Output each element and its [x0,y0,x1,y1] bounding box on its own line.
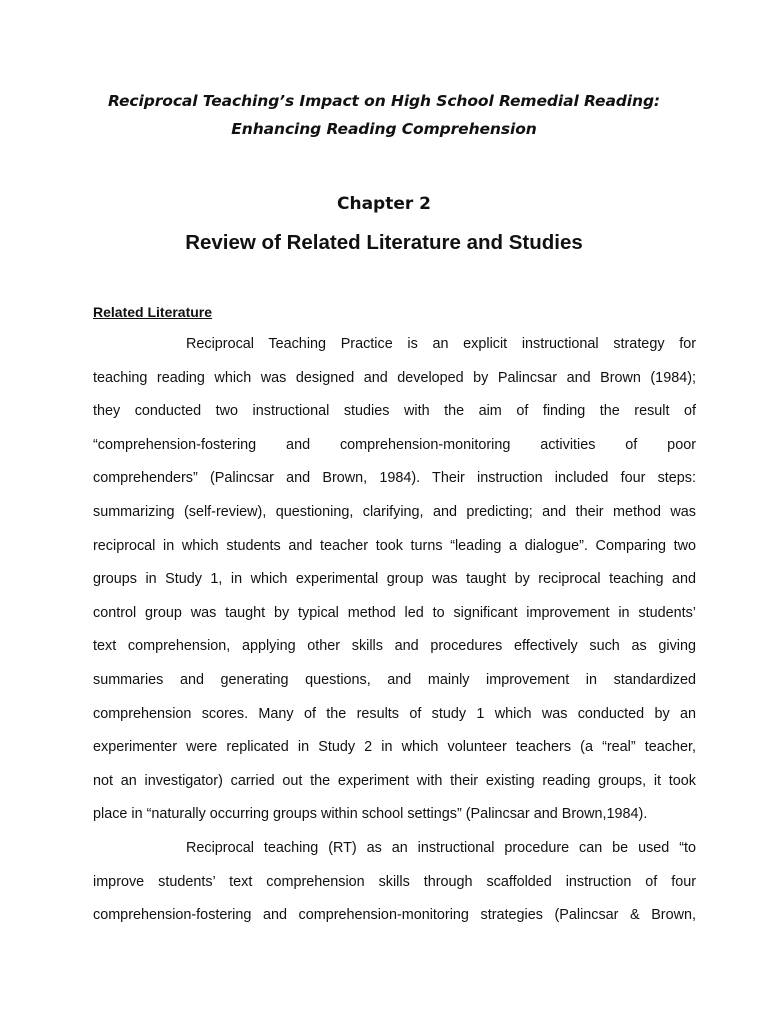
paragraph-1-line: groups in Study 1, in which experimental group was taught by reciprocal teaching and [93,571,696,587]
document-title [60,87,708,143]
paragraph-1-line: summaries and generating questions, and mainly improvement in standardized [93,672,696,688]
paragraph-1-line: Reciprocal Teaching Practice is an explicit instructional strategy for [186,336,696,352]
paragraph-1-line: place in “naturally occurring groups within school settings” (Palincsar and Brown,1984). [93,806,648,822]
paragraph-1-line: teaching reading which was designed and developed by Palincsar and Brown (1984); [93,370,696,386]
paragraph-1-line: reciprocal in which students and teacher took turns “leading a dialogue”. Comparing two [93,538,696,554]
chapter-label: Chapter 2 [336,194,431,214]
title-line-2: Enhancing Reading Comprehension [231,120,537,138]
paragraph-1-line: comprehenders” (Palincsar and Brown, 1984). Their instruction included four steps: [93,470,696,486]
paragraph-1-line: they conducted two instructional studies with the aim of finding the result of [93,403,696,419]
paragraph-2-line: improve students’ text comprehension skills through scaffolded instruction of four [93,874,696,890]
subsection-heading: Related Literature [93,304,213,320]
paragraph-2-line: comprehension-fostering and comprehension-monitoring strategies (Palincsar & Brown, [93,907,696,923]
paragraph-1-line: text comprehension, applying other skills and procedures effectively such as giving [93,638,696,654]
paragraph-1-line: summarizing (self-review), questioning, clarifying, and predicting; and their method was [93,504,696,520]
section-heading: Review of Related Literature and Studies [185,231,583,254]
paragraph-2-line: Reciprocal teaching (RT) as an instructional procedure can be used “to [186,840,696,856]
paragraph-1-line: not an investigator) carried out the experiment with their existing reading groups, it took [93,773,696,789]
title-line-1: Reciprocal Teaching’s Impact on High School Remedial Reading: [107,92,661,110]
paragraph-1-line: control group was taught by typical method led to significant improvement in students’ [93,605,696,621]
paragraph-1-line: “comprehension-fostering and comprehension-monitoring activities of poor [93,437,696,453]
paragraph-1-line: experimenter were replicated in Study 2 in which volunteer teachers (a “real” teacher, [93,739,696,755]
paragraph-1-line: comprehension scores. Many of the results of study 1 which was conducted by an [93,706,696,722]
